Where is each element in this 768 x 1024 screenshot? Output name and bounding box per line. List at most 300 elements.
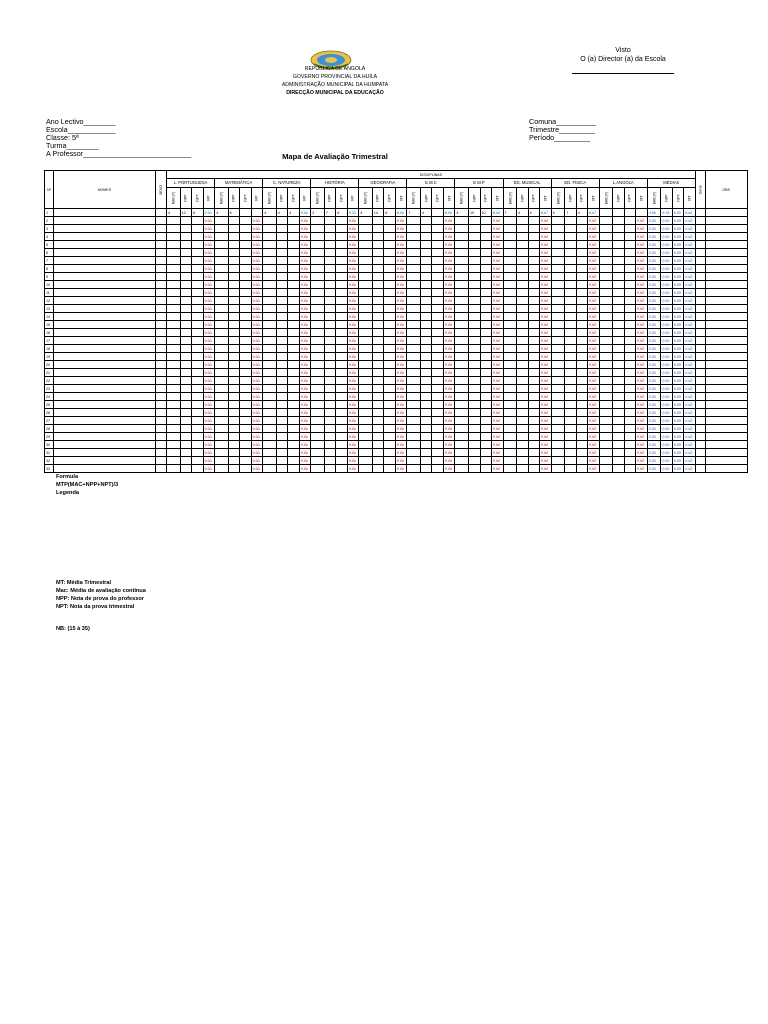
grade-cell[interactable] [167,465,181,473]
grade-cell[interactable] [565,241,577,249]
grade-cell[interactable] [276,369,288,377]
grade-cell[interactable] [551,233,565,241]
grade-cell[interactable] [240,401,252,409]
grade-cell[interactable] [528,377,540,385]
grade-cell[interactable] [469,361,481,369]
grade-cell[interactable] [384,289,396,297]
grade-cell[interactable] [288,353,300,361]
grade-cell[interactable] [528,401,540,409]
grade-cell[interactable] [311,289,325,297]
grade-cell[interactable] [469,297,481,305]
grade-cell[interactable] [336,401,348,409]
sexo-cell[interactable] [156,433,167,441]
grade-cell[interactable] [576,257,588,265]
grade-cell[interactable] [517,321,529,329]
grade-cell[interactable] [455,289,469,297]
obs-cell[interactable] [705,249,747,257]
grade-cell[interactable] [469,289,481,297]
grade-cell[interactable] [551,273,565,281]
grade-cell[interactable] [311,465,325,473]
grade-cell[interactable]: 6 [384,209,396,217]
grade-cell[interactable] [480,289,492,297]
grade-cell[interactable] [215,385,229,393]
grade-cell[interactable] [613,457,625,465]
grade-cell[interactable] [192,441,204,449]
grade-cell[interactable] [407,449,421,457]
grade-cell[interactable] [624,393,636,401]
grade-cell[interactable] [407,377,421,385]
grade-cell[interactable] [624,281,636,289]
grade-cell[interactable] [613,209,625,217]
grade-cell[interactable] [517,217,529,225]
grade-cell[interactable] [228,377,240,385]
sexo-cell[interactable] [156,385,167,393]
grade-cell[interactable] [599,329,613,337]
grade-cell[interactable] [359,273,373,281]
grade-cell[interactable] [215,217,229,225]
grade-cell[interactable] [624,273,636,281]
grade-cell[interactable] [565,457,577,465]
grade-cell[interactable] [359,249,373,257]
grade-cell[interactable] [407,401,421,409]
grade-cell[interactable] [263,289,277,297]
obs-cell[interactable] [705,377,747,385]
grade-cell[interactable] [613,449,625,457]
grade-cell[interactable] [613,345,625,353]
grade-cell[interactable] [528,385,540,393]
grade-cell[interactable] [480,433,492,441]
grade-cell[interactable] [517,257,529,265]
grade-cell[interactable] [528,281,540,289]
grade-cell[interactable] [192,369,204,377]
grade-cell[interactable] [336,313,348,321]
grade-cell[interactable]: 7 [565,209,577,217]
student-name-cell[interactable] [54,281,156,289]
grade-cell[interactable] [517,233,529,241]
sexo-cell[interactable] [156,249,167,257]
grade-cell[interactable] [407,305,421,313]
grade-cell[interactable] [288,305,300,313]
grade-cell[interactable] [480,321,492,329]
grade-cell[interactable] [407,361,421,369]
grade-cell[interactable] [599,321,613,329]
grade-cell[interactable] [613,273,625,281]
grade-cell[interactable] [469,449,481,457]
grade-cell[interactable] [503,217,517,225]
grade-cell[interactable] [180,441,192,449]
grade-cell[interactable] [624,297,636,305]
grade-cell[interactable] [407,337,421,345]
grade-cell[interactable] [192,329,204,337]
grade-cell[interactable] [432,433,444,441]
sexo-cell[interactable] [156,257,167,265]
grade-cell[interactable] [228,233,240,241]
grade-cell[interactable] [228,353,240,361]
obs-cell[interactable] [705,233,747,241]
grade-cell[interactable] [336,305,348,313]
grade-cell[interactable] [192,257,204,265]
grade-cell[interactable] [192,345,204,353]
grade-cell[interactable] [551,345,565,353]
grade-cell[interactable] [215,449,229,457]
grade-cell[interactable] [420,329,432,337]
grade-cell[interactable] [420,313,432,321]
grade-cell[interactable] [288,233,300,241]
grade-cell[interactable] [407,321,421,329]
grade-cell[interactable] [215,281,229,289]
grade-cell[interactable] [311,385,325,393]
obs-cell[interactable] [705,225,747,233]
grade-cell[interactable] [228,217,240,225]
grade-cell[interactable] [624,345,636,353]
grade-cell[interactable] [432,305,444,313]
grade-cell[interactable] [263,257,277,265]
grade-cell[interactable] [180,401,192,409]
grade-cell[interactable] [180,361,192,369]
grade-cell[interactable] [576,249,588,257]
grade-cell[interactable] [469,441,481,449]
grade-cell[interactable] [565,441,577,449]
grade-cell[interactable] [359,233,373,241]
grade-cell[interactable] [240,289,252,297]
grade-cell[interactable] [167,377,181,385]
grade-cell[interactable] [455,369,469,377]
grade-cell[interactable] [215,241,229,249]
sexo-cell[interactable] [156,321,167,329]
grade-cell[interactable] [420,425,432,433]
grade-cell[interactable] [311,281,325,289]
grade-cell[interactable] [599,249,613,257]
sexo-cell[interactable] [156,457,167,465]
grade-cell[interactable] [599,345,613,353]
grade-cell[interactable] [359,313,373,321]
grade-cell[interactable] [311,257,325,265]
grade-cell[interactable] [480,393,492,401]
sexo-cell[interactable] [156,337,167,345]
obs-cell[interactable] [705,417,747,425]
grade-cell[interactable] [324,369,336,377]
grade-cell[interactable] [613,289,625,297]
grade-cell[interactable] [240,265,252,273]
grade-cell[interactable] [336,425,348,433]
grade-cell[interactable] [336,337,348,345]
grade-cell[interactable] [599,425,613,433]
grade-cell[interactable] [599,289,613,297]
grade-cell[interactable] [576,321,588,329]
grade-cell[interactable] [613,241,625,249]
grade-cell[interactable] [432,289,444,297]
grade-cell[interactable] [624,457,636,465]
grade-cell[interactable] [517,305,529,313]
grade-cell[interactable] [180,217,192,225]
grade-cell[interactable] [311,273,325,281]
obs-cell[interactable] [705,265,747,273]
grade-cell[interactable] [384,425,396,433]
grade-cell[interactable] [192,217,204,225]
grade-cell[interactable] [324,313,336,321]
grade-cell[interactable] [503,345,517,353]
grade-cell[interactable] [565,369,577,377]
grade-cell[interactable] [180,369,192,377]
grade-cell[interactable] [469,337,481,345]
grade-cell[interactable] [288,321,300,329]
grade-cell[interactable] [311,297,325,305]
grade-cell[interactable] [551,409,565,417]
grade-cell[interactable] [613,361,625,369]
grade-cell[interactable] [167,329,181,337]
grade-cell[interactable] [624,425,636,433]
grade-cell[interactable] [263,361,277,369]
grade-cell[interactable] [336,417,348,425]
student-name-cell[interactable] [54,265,156,273]
grade-cell[interactable] [167,257,181,265]
student-name-cell[interactable] [54,241,156,249]
grade-cell[interactable] [599,305,613,313]
grade-cell[interactable] [469,321,481,329]
grade-cell[interactable] [420,361,432,369]
grade-cell[interactable] [599,313,613,321]
sexo-cell[interactable] [156,281,167,289]
grade-cell[interactable] [469,409,481,417]
grade-cell[interactable] [528,361,540,369]
grade-cell[interactable] [455,281,469,289]
grade-cell[interactable] [311,217,325,225]
grade-cell[interactable] [407,329,421,337]
grade-cell[interactable] [420,353,432,361]
sexo-cell[interactable] [156,369,167,377]
grade-cell[interactable] [336,465,348,473]
grade-cell[interactable] [576,305,588,313]
grade-cell[interactable] [288,249,300,257]
grade-cell[interactable] [455,257,469,265]
grade-cell[interactable] [288,401,300,409]
grade-cell[interactable] [503,353,517,361]
grade-cell[interactable] [480,345,492,353]
grade-cell[interactable] [576,385,588,393]
grade-cell[interactable] [517,241,529,249]
grade-cell[interactable] [359,289,373,297]
grade-cell[interactable] [228,249,240,257]
grade-cell[interactable] [372,249,384,257]
grade-cell[interactable] [455,225,469,233]
grade-cell[interactable] [384,457,396,465]
grade-cell[interactable] [407,369,421,377]
grade-cell[interactable] [576,449,588,457]
grade-cell[interactable] [336,361,348,369]
grade-cell[interactable] [407,313,421,321]
grade-cell[interactable] [469,401,481,409]
grade-cell[interactable] [180,297,192,305]
grade-cell[interactable] [565,305,577,313]
grade-cell[interactable] [480,441,492,449]
sexo-cell[interactable] [156,465,167,473]
grade-cell[interactable] [324,409,336,417]
grade-cell[interactable] [624,449,636,457]
grade-cell[interactable] [263,441,277,449]
grade-cell[interactable] [324,449,336,457]
grade-cell[interactable] [551,465,565,473]
grade-cell[interactable] [215,249,229,257]
grade-cell[interactable] [565,353,577,361]
grade-cell[interactable] [180,241,192,249]
grade-cell[interactable] [576,345,588,353]
grade-cell[interactable] [432,409,444,417]
grade-cell[interactable] [240,449,252,457]
grade-cell[interactable] [469,281,481,289]
grade-cell[interactable] [565,433,577,441]
grade-cell[interactable] [517,425,529,433]
grade-cell[interactable] [215,441,229,449]
grade-cell[interactable] [263,249,277,257]
grade-cell[interactable] [372,465,384,473]
grade-cell[interactable] [276,425,288,433]
grade-cell[interactable] [420,321,432,329]
grade-cell[interactable] [432,337,444,345]
grade-cell[interactable] [215,425,229,433]
grade-cell[interactable] [180,257,192,265]
grade-cell[interactable] [192,233,204,241]
student-name-cell[interactable] [54,233,156,241]
grade-cell[interactable] [503,289,517,297]
grade-cell[interactable] [324,401,336,409]
grade-cell[interactable] [432,441,444,449]
grade-cell[interactable] [469,353,481,361]
grade-cell[interactable] [565,449,577,457]
grade-cell[interactable] [517,329,529,337]
grade-cell[interactable] [215,321,229,329]
grade-cell[interactable] [180,457,192,465]
grade-cell[interactable]: 4 [263,209,277,217]
grade-cell[interactable] [432,345,444,353]
grade-cell[interactable] [263,329,277,337]
grade-cell[interactable] [517,249,529,257]
grade-cell[interactable] [432,249,444,257]
grade-cell[interactable] [384,409,396,417]
grade-cell[interactable] [517,409,529,417]
grade-cell[interactable] [228,441,240,449]
grade-cell[interactable] [215,225,229,233]
grade-cell[interactable] [372,433,384,441]
student-name-cell[interactable] [54,361,156,369]
grade-cell[interactable] [565,345,577,353]
grade-cell[interactable] [613,297,625,305]
grade-cell[interactable] [528,353,540,361]
grade-cell[interactable] [215,313,229,321]
grade-cell[interactable] [192,401,204,409]
grade-cell[interactable] [288,361,300,369]
grade-cell[interactable] [469,369,481,377]
grade-cell[interactable] [288,297,300,305]
grade-cell[interactable] [311,321,325,329]
grade-cell[interactable] [469,345,481,353]
grade-cell[interactable] [565,401,577,409]
grade-cell[interactable] [240,369,252,377]
grade-cell[interactable] [359,297,373,305]
grade-cell[interactable] [624,369,636,377]
grade-cell[interactable] [384,417,396,425]
grade-cell[interactable] [372,289,384,297]
grade-cell[interactable] [180,289,192,297]
grade-cell[interactable] [420,273,432,281]
grade-cell[interactable] [517,345,529,353]
grade-cell[interactable] [180,449,192,457]
grade-cell[interactable] [407,297,421,305]
grade-cell[interactable] [359,337,373,345]
grade-cell[interactable] [215,409,229,417]
grade-cell[interactable] [455,433,469,441]
grade-cell[interactable] [624,257,636,265]
grade-cell[interactable] [480,249,492,257]
student-name-cell[interactable] [54,273,156,281]
obs-cell[interactable] [705,393,747,401]
student-name-cell[interactable] [54,441,156,449]
grade-cell[interactable] [517,433,529,441]
grade-cell[interactable] [336,225,348,233]
grade-cell[interactable] [432,313,444,321]
grade-cell[interactable] [624,329,636,337]
grade-cell[interactable] [311,457,325,465]
grade-cell[interactable]: 4 [455,209,469,217]
grade-cell[interactable] [551,289,565,297]
signature-line[interactable] [572,67,674,74]
grade-cell[interactable] [311,369,325,377]
student-name-cell[interactable] [54,457,156,465]
grade-cell[interactable] [599,441,613,449]
student-name-cell[interactable] [54,433,156,441]
grade-cell[interactable] [528,257,540,265]
grade-cell[interactable] [420,217,432,225]
grade-cell[interactable] [359,329,373,337]
grade-cell[interactable] [503,225,517,233]
grade-cell[interactable] [551,313,565,321]
grade-cell[interactable] [240,393,252,401]
grade-cell[interactable] [576,465,588,473]
grade-cell[interactable] [336,345,348,353]
grade-cell[interactable] [359,441,373,449]
grade-cell[interactable] [407,233,421,241]
grade-cell[interactable] [551,457,565,465]
grade-cell[interactable] [480,449,492,457]
grade-cell[interactable] [240,233,252,241]
grade-cell[interactable] [324,425,336,433]
grade-cell[interactable] [180,273,192,281]
grade-cell[interactable]: 4 [276,209,288,217]
grade-cell[interactable] [469,233,481,241]
grade-cell[interactable] [263,377,277,385]
grade-cell[interactable] [192,361,204,369]
escola-field[interactable]: Escola____________ [46,125,116,134]
sexo-cell[interactable] [156,209,167,217]
grade-cell[interactable] [372,337,384,345]
grade-cell[interactable] [599,457,613,465]
grade-cell[interactable] [336,329,348,337]
grade-cell[interactable] [324,225,336,233]
grade-cell[interactable] [167,233,181,241]
grade-cell[interactable] [480,329,492,337]
grade-cell[interactable] [503,361,517,369]
grade-cell[interactable] [613,257,625,265]
grade-cell[interactable] [372,241,384,249]
grade-cell[interactable] [503,465,517,473]
grade-cell[interactable] [613,385,625,393]
grade-cell[interactable] [624,401,636,409]
grade-cell[interactable] [624,441,636,449]
student-name-cell[interactable] [54,321,156,329]
grade-cell[interactable] [565,377,577,385]
grade-cell[interactable] [528,289,540,297]
grade-cell[interactable]: 12 [180,209,192,217]
grade-cell[interactable] [455,233,469,241]
